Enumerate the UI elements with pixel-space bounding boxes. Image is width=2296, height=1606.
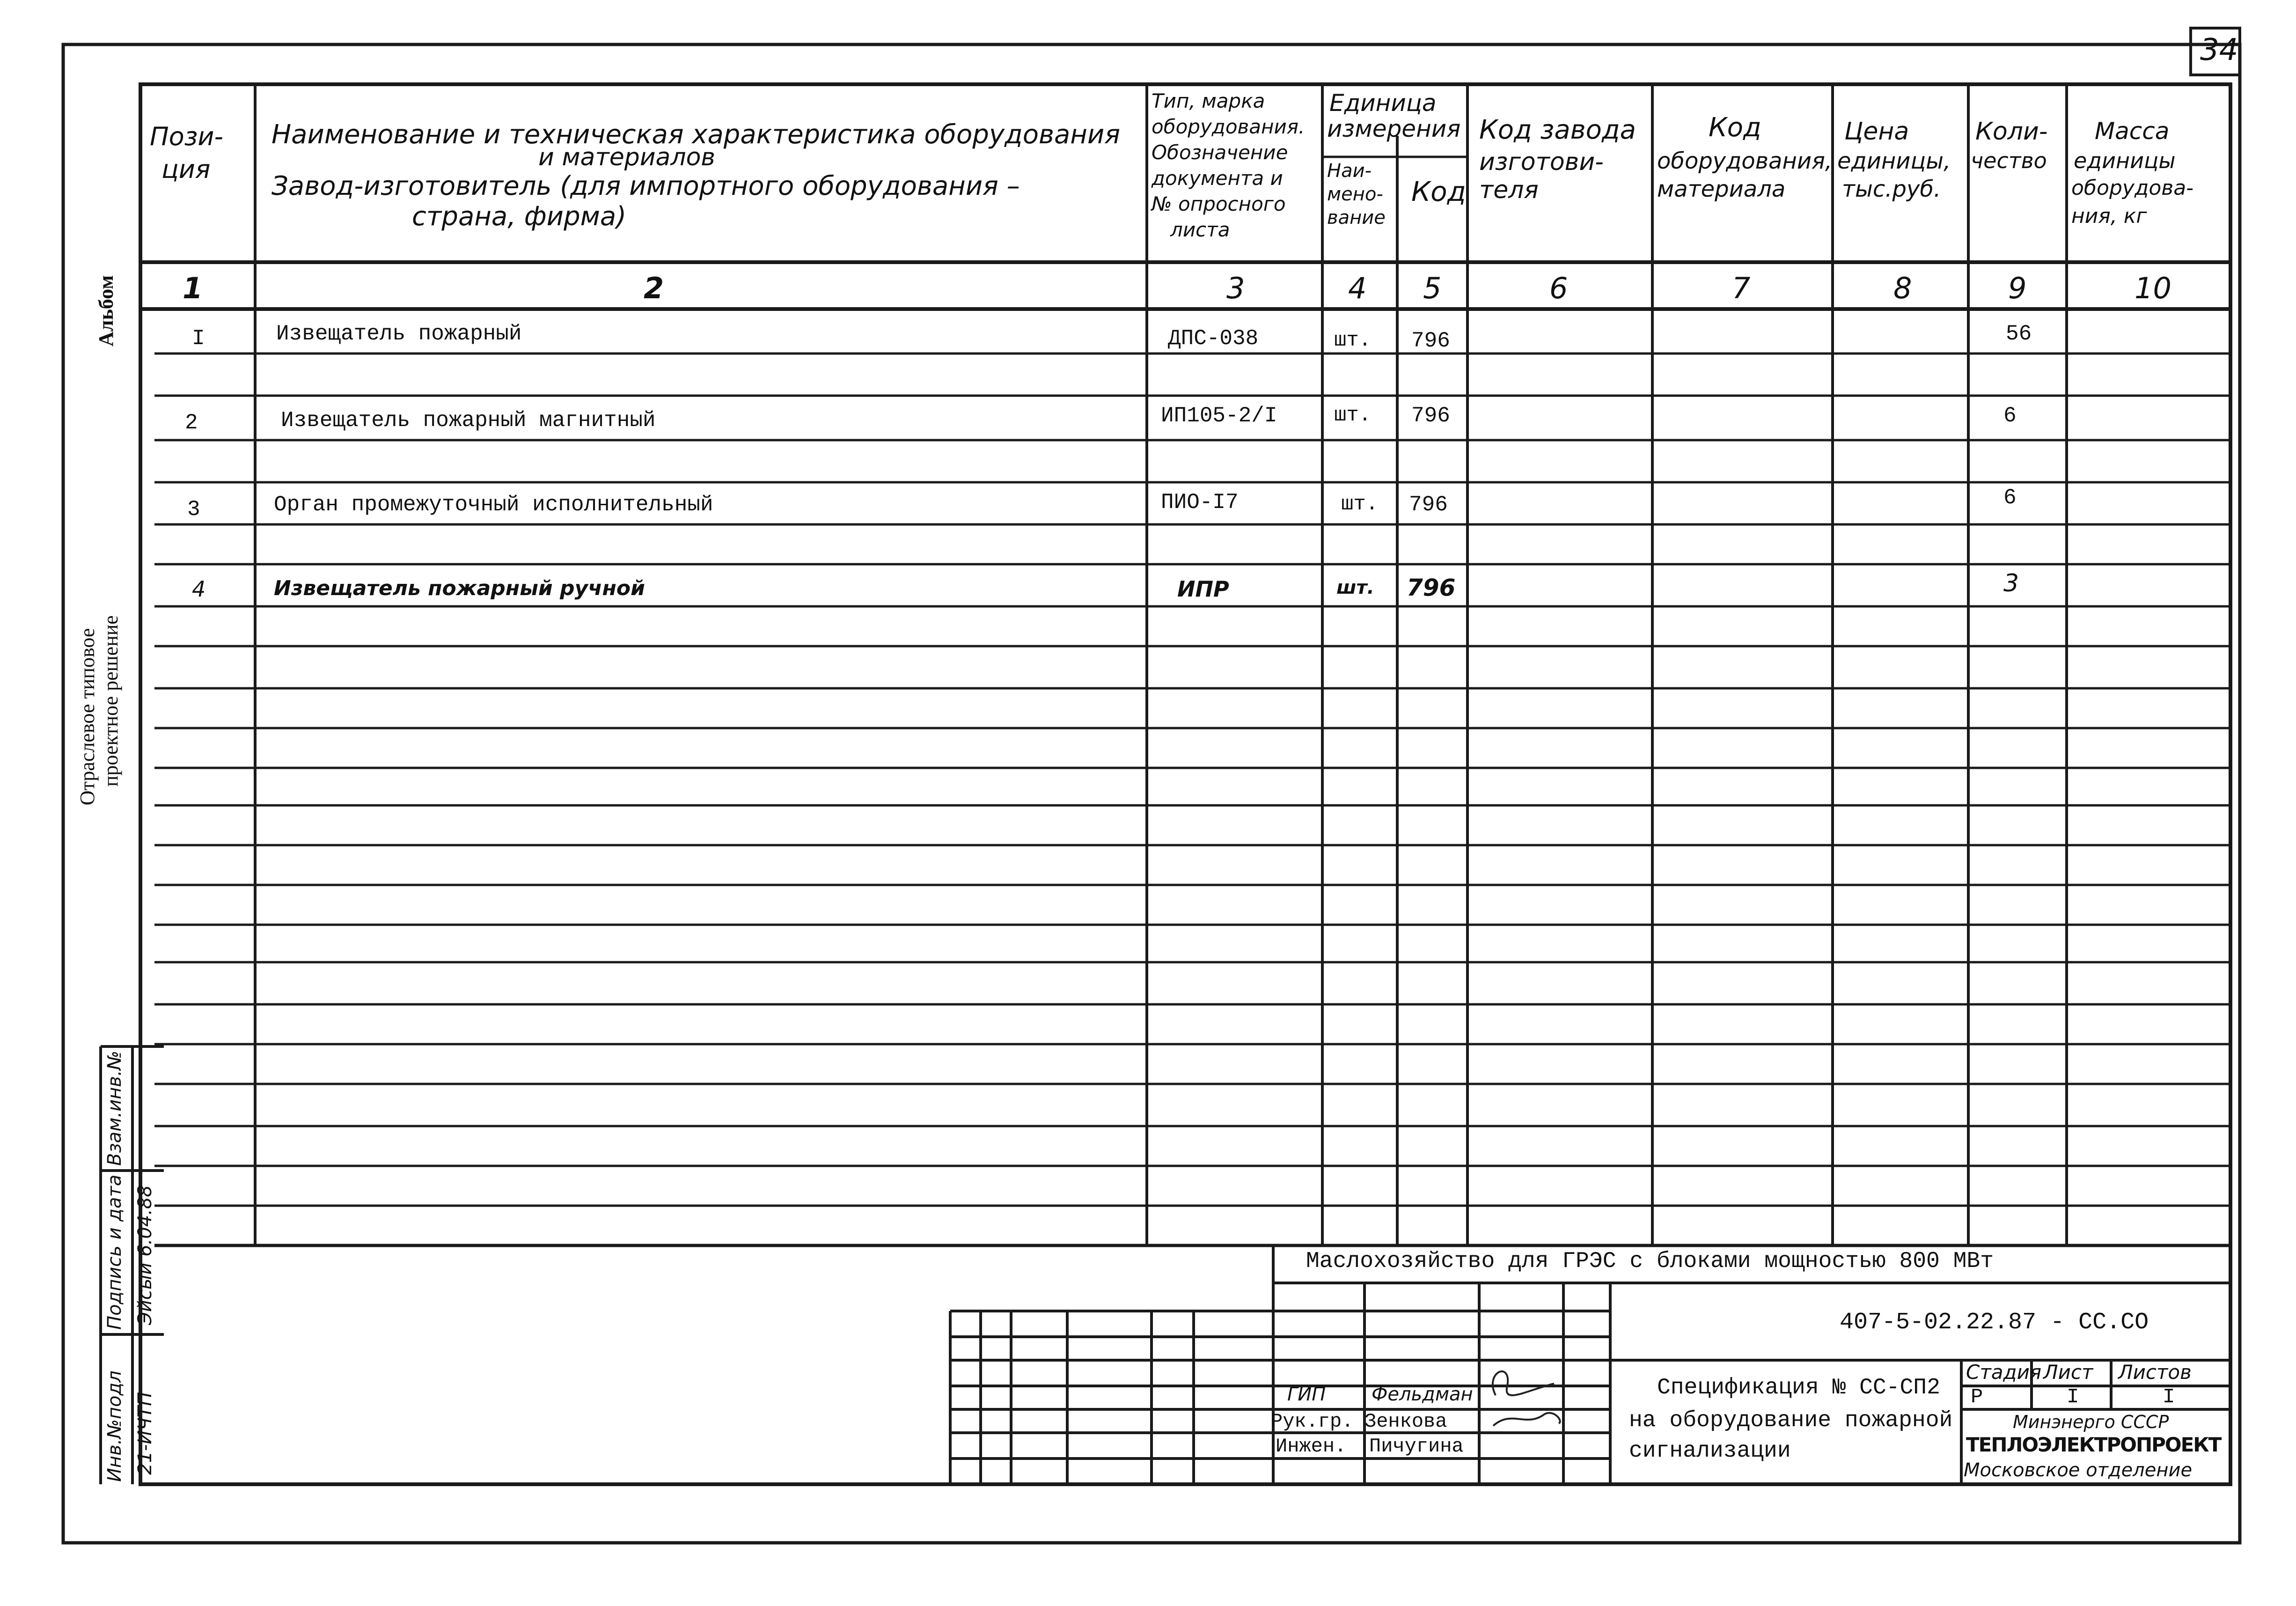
header-unit-name-1: Наи-: [1327, 160, 1372, 182]
column-number-7: 7: [1732, 271, 1751, 305]
org-ministry: Минэнерго СССР: [2013, 1412, 2169, 1432]
header-equip-code-3: материала: [1657, 176, 1786, 202]
column-number-1: 1: [183, 271, 203, 305]
header-mass-3: оборудова-: [2071, 176, 2194, 200]
header-name-1: Наименование и техническая характеристика оборудования: [271, 119, 1120, 150]
header-type-1: Тип, марка: [1152, 89, 1265, 112]
column-lines: [255, 84, 2067, 1245]
row-type: ДПС-038: [1168, 326, 1259, 351]
column-number-9: 9: [2008, 271, 2027, 305]
header-maker-code-2: изготови-: [1479, 148, 1604, 176]
sheets-value: I: [2163, 1385, 2175, 1409]
column-number-10: 10: [2135, 271, 2171, 305]
stage-label: Стадия: [1966, 1361, 2042, 1384]
row-unit: шт.: [1341, 493, 1379, 516]
header-equip-code-2: оборудования,: [1657, 148, 1833, 174]
row-code: 796: [1409, 493, 1448, 517]
header-price-3: тыс.руб.: [1842, 176, 1941, 202]
header-position-1: Пози-: [150, 122, 223, 151]
row-qty: 6: [2003, 404, 2017, 428]
industry-label-1: Отраслевое типовое: [76, 628, 99, 805]
stamp-sign-value: Эйсыи 6.04.88: [134, 1185, 156, 1325]
row-name: Извещатель пожарный ручной: [274, 576, 645, 600]
album-label: Альбом: [95, 275, 117, 346]
row-unit: шт.: [1334, 329, 1372, 352]
row-type: ПИО-I7: [1161, 490, 1239, 515]
header-unit-name-2: мено-: [1327, 184, 1383, 205]
sign-role-1: ГИП: [1287, 1384, 1326, 1405]
header-price-2: единицы,: [1837, 148, 1951, 174]
row-qty: 3: [2003, 569, 2019, 597]
row-unit: шт.: [1334, 404, 1372, 427]
document-code: 407-5-02.22.87 - СС.СО: [1840, 1309, 2149, 1336]
header-name-4: страна, фирма): [412, 201, 627, 232]
header-qty-1: Коли-: [1975, 118, 2048, 146]
header-type-5: № опросного: [1152, 192, 1286, 215]
header-qty-2: чество: [1971, 148, 2047, 173]
org-name: ТЕПЛОЭЛЕКТРОПРОЕКТ: [1966, 1433, 2221, 1456]
row-name: Извещатель пожарный: [276, 322, 522, 346]
header-unit-2: измерения: [1327, 115, 1461, 142]
org-branch: Московское отделение: [1964, 1459, 2193, 1481]
sign-name-3: Пичугина: [1369, 1435, 1464, 1458]
sheet-value: I: [2067, 1385, 2079, 1409]
row-lines: [154, 354, 2230, 1245]
row-type: ИП105-2/I: [1161, 404, 1277, 428]
column-number-4: 4: [1348, 271, 1367, 305]
row-position: 4: [192, 576, 206, 602]
row-name: Извещатель пожарный магнитный: [281, 408, 656, 433]
row-qty: 56: [2006, 322, 2032, 346]
header-mass-2: единицы: [2074, 148, 2176, 173]
sheet-label: Лист: [2043, 1361, 2093, 1384]
column-number-2: 2: [644, 271, 664, 305]
header-price-1: Цена: [1844, 118, 1909, 146]
header-name-3: Завод-изготовитель (для импортного оборудования –: [271, 171, 1020, 201]
header-position-2: ция: [161, 155, 211, 184]
header-name-2: и материалов: [538, 143, 716, 171]
row-position: I: [192, 326, 205, 351]
header-unit-1: Единица: [1329, 89, 1437, 117]
header-maker-code-1: Код завода: [1479, 115, 1636, 145]
header-type-3: Обозначение: [1152, 141, 1288, 164]
sign-name-2: Зенкова: [1364, 1410, 1447, 1433]
industry-label-2: проектное решение: [99, 615, 122, 787]
header-type-2: оборудования.: [1152, 115, 1305, 138]
stamp-inv-value: 21-ИЧТП: [134, 1392, 156, 1475]
row-code: 796: [1407, 574, 1456, 601]
sheets-label: Листов: [2118, 1361, 2192, 1384]
sheet-number: 34: [2200, 33, 2238, 67]
header-maker-code-3: теля: [1479, 176, 1539, 204]
header-unit-name-3: вание: [1327, 207, 1386, 228]
row-name: Орган промежуточный исполнительный: [274, 493, 713, 517]
stamp-inv-label: Инв.№подл: [104, 1370, 125, 1482]
header-mass-4: ния, кг: [2071, 204, 2147, 228]
column-number-8: 8: [1893, 271, 1912, 305]
row-code: 796: [1411, 404, 1450, 428]
header-unit-code: Код: [1411, 176, 1466, 207]
spec-title-1: Спецификация № СС-СП2: [1657, 1375, 1940, 1400]
spec-title-3: сигнализации: [1629, 1438, 1791, 1464]
row-position: 2: [185, 411, 198, 435]
stamp-sign-label: Подпись и дата: [104, 1174, 125, 1330]
column-number-6: 6: [1549, 271, 1568, 305]
header-type-4: документа и: [1152, 167, 1283, 190]
sign-name-1: Фельдман: [1372, 1384, 1473, 1405]
row-code: 796: [1411, 329, 1450, 353]
stamp-replace-label: Взам.инв.№: [104, 1050, 125, 1166]
row-unit: шт.: [1336, 577, 1374, 598]
sign-role-3: Инжен.: [1276, 1435, 1347, 1458]
row-qty: 6: [2003, 486, 2017, 510]
column-number-3: 3: [1226, 271, 1245, 305]
header-type-6: листа: [1170, 218, 1230, 241]
object-title: Маслохозяйство для ГРЭС с блоками мощностью 800 МВт: [1306, 1249, 1994, 1274]
header-equip-code-1: Код: [1709, 112, 1761, 143]
spec-title-2: на оборудование пожарной: [1629, 1408, 1953, 1433]
stage-value: Р: [1971, 1385, 1983, 1409]
row-type: ИПР: [1177, 576, 1229, 602]
sign-role-2: Рук.гр.: [1271, 1410, 1354, 1433]
inner-frame: [140, 84, 2230, 1484]
column-number-5: 5: [1423, 271, 1442, 305]
header-mass-1: Масса: [2095, 118, 2170, 145]
row-position: 3: [187, 497, 200, 522]
